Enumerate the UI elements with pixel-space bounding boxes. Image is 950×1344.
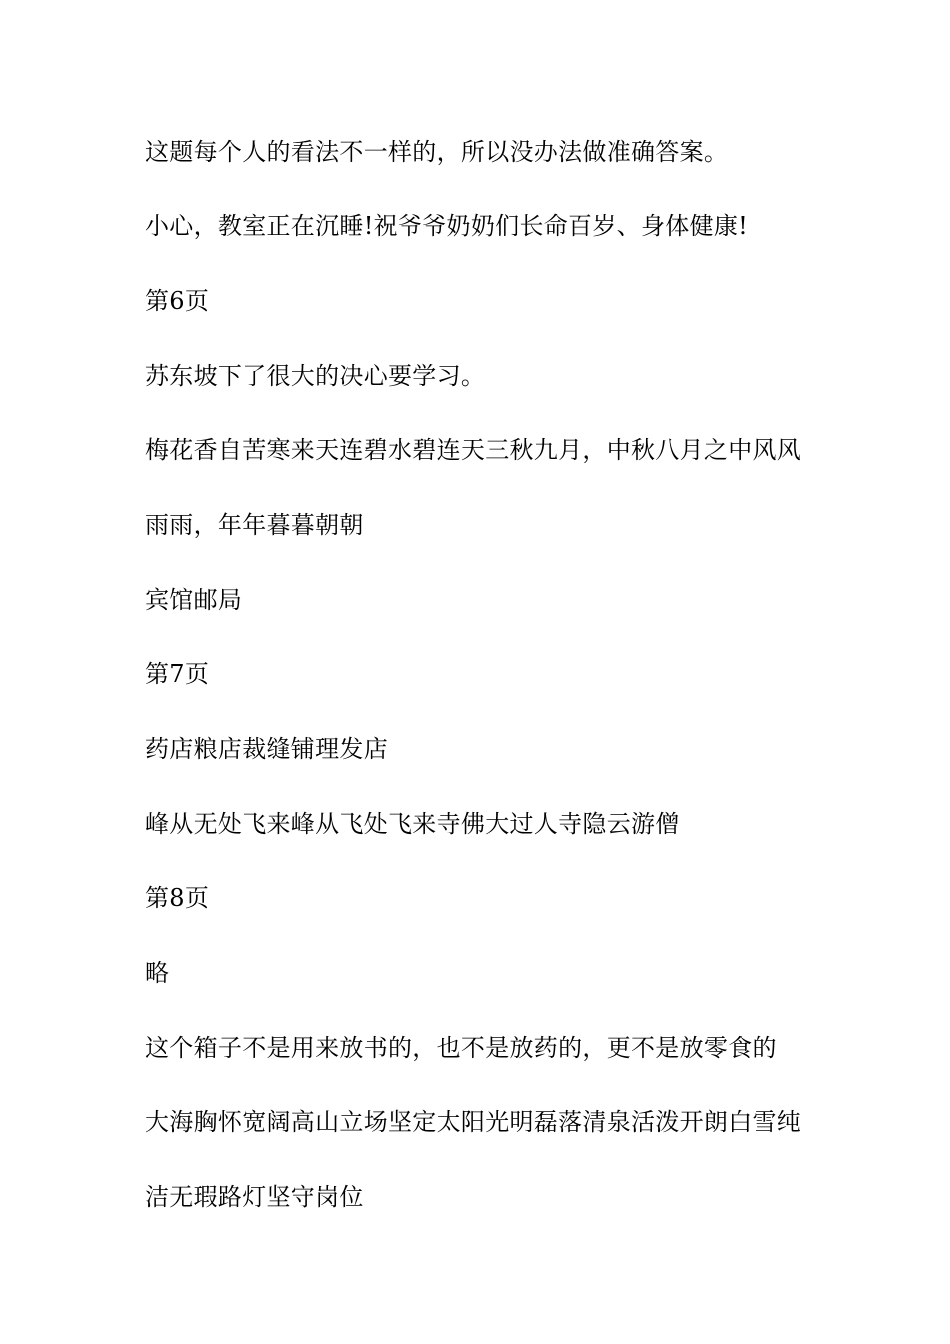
text-line-shops: 药店粮店裁缝铺理发店 — [145, 735, 388, 763]
text-line-plum-blossom: 梅花香自苦寒来天连碧水碧连天三秋九月，中秋八月之中风风 — [145, 436, 802, 464]
page-heading-7: 第7页 — [145, 660, 210, 688]
text-line-wind-rain: 雨雨，年年暮暮朝朝 — [145, 511, 364, 539]
text-line-classroom-wish: 小心，教室正在沉睡!祝爷爷奶奶们长命百岁、身体健康! — [145, 212, 749, 240]
text-line-peak-temple: 峰从无处飞来峰从飞处飞来寺佛大过人寺隐云游僧 — [145, 810, 680, 838]
text-line-omitted: 略 — [145, 959, 170, 987]
text-line-answer-note: 这题每个人的看法不一样的，所以没办法做准确答案。 — [145, 138, 729, 166]
text-line-hotel-post: 宾馆邮局 — [145, 586, 243, 614]
page-heading-6: 第6页 — [145, 287, 210, 315]
text-line-metaphors: 大海胸怀宽阔高山立场坚定太阳光明磊落清泉活泼开朗白雪纯 — [145, 1108, 802, 1136]
page-heading-8: 第8页 — [145, 884, 210, 912]
text-line-metaphors-cont: 洁无瑕路灯坚守岗位 — [145, 1183, 364, 1211]
text-line-su-dongpo: 苏东坡下了很大的决心要学习。 — [145, 362, 486, 390]
text-line-box: 这个箱子不是用来放书的，也不是放药的，更不是放零食的 — [145, 1034, 777, 1062]
